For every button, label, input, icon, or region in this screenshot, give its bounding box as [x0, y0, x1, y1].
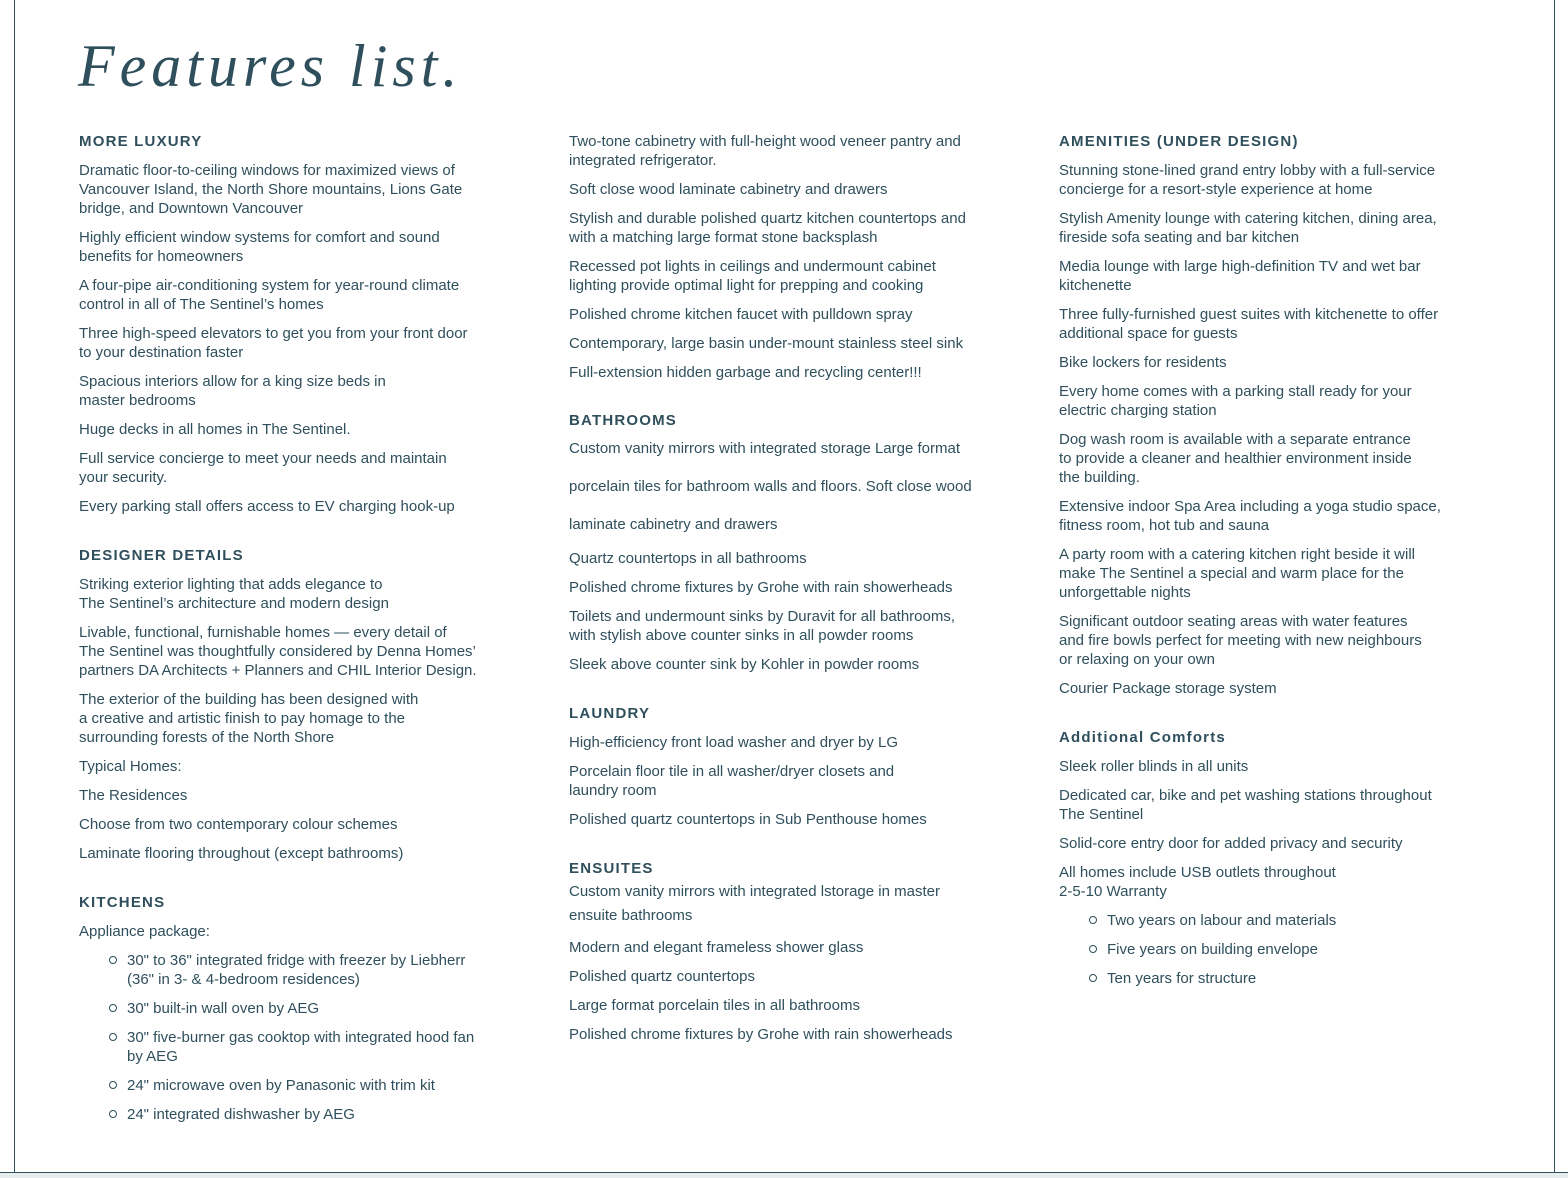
- section-additional-comforts: [1059, 728, 1489, 988]
- list-item: Three high-speed elevators to get you from your front door to your destination faster: [79, 325, 468, 361]
- page-border-bottom: [0, 1172, 1568, 1178]
- appliance-item: 30" to 36" integrated fridge with freezer by Liebherr (36" in 3- & 4-bedroom residences): [109, 951, 519, 989]
- page-border-left: [14, 0, 15, 1173]
- section-more-luxury: [79, 132, 519, 516]
- list-item: Large format porcelain tiles in all bathrooms: [569, 997, 860, 1014]
- warranty-item: Two years on labour and materials: [1089, 911, 1489, 930]
- kitchens-continued-list: [569, 132, 1019, 382]
- list-item: laminate cabinetry and drawers: [569, 516, 778, 533]
- circle-bullet-icon: [1089, 945, 1097, 953]
- bathrooms-list-loose: [569, 435, 1019, 539]
- list-item: The Residences: [79, 787, 188, 804]
- section-heading-ensuites: ENSUITES: [569, 860, 654, 877]
- list-item: Polished chrome fixtures by Grohe with rain showerheads: [569, 579, 953, 596]
- ensuites-list: [569, 880, 1019, 1044]
- section-bathrooms: [569, 411, 1019, 674]
- list-item: Full service concierge to meet your needs and maintain your security.: [79, 450, 447, 486]
- list-item: Media lounge with large high-definition TV and wet bar kitchenette: [1059, 258, 1421, 294]
- section-kitchens: [79, 893, 519, 1124]
- appliance-item: 30" five-burner gas cooktop with integrated hood fan by AEG: [109, 1028, 519, 1066]
- amenities-list: [1059, 161, 1489, 698]
- list-item: Extensive indoor Spa Area including a yoga studio space, fitness room, hot tub and sauna: [1059, 498, 1441, 534]
- list-item: Solid-core entry door for added privacy and security: [1059, 835, 1403, 852]
- section-designer-details: [79, 546, 519, 863]
- list-item: A party room with a catering kitchen right beside it will make The Sentinel a special and warm place for the unforgettable nights: [1059, 546, 1415, 601]
- list-item: Striking exterior lighting that adds elegance to The Sentinel’s architecture and modern design: [79, 576, 389, 612]
- section-heading-more-luxury: MORE LUXURY: [79, 133, 203, 150]
- section-heading-amenities: AMENITIES (UNDER DESIGN): [1059, 133, 1299, 150]
- list-item: Recessed pot lights in ceilings and undermount cabinet lighting provide optimal light for prepping and cooking: [569, 258, 936, 294]
- list-item: Sleek above counter sink by Kohler in powder rooms: [569, 656, 920, 673]
- list-item: All homes include USB outlets throughout 2-5-10 Warranty: [1059, 864, 1336, 900]
- appliance-list: [79, 951, 519, 1124]
- list-item: Quartz countertops in all bathrooms: [569, 550, 807, 567]
- circle-bullet-icon: [109, 1081, 117, 1089]
- list-item: Stylish and durable polished quartz kitchen countertops and with a matching large format stone backsplash: [569, 210, 966, 246]
- list-item: Soft close wood laminate cabinetry and drawers: [569, 181, 888, 198]
- list-item: Courier Package storage system: [1059, 680, 1277, 697]
- list-item: Every parking stall offers access to EV charging hook-up: [79, 498, 455, 515]
- section-heading-additional-comforts: Additional Comforts: [1059, 729, 1226, 746]
- list-item: Polished quartz countertops: [569, 968, 755, 985]
- section-heading-kitchens: KITCHENS: [79, 894, 166, 911]
- list-item: Huge decks in all homes in The Sentinel.: [79, 421, 351, 438]
- circle-bullet-icon: [109, 956, 117, 964]
- additional-comforts-list: [1059, 757, 1489, 901]
- list-item: porcelain tiles for bathroom walls and floors. Soft close wood: [569, 478, 972, 495]
- list-item: Bike lockers for residents: [1059, 354, 1227, 371]
- list-item: Significant outdoor seating areas with water features and fire bowls perfect for meeting with new neighbours or relaxing on your own: [1059, 613, 1422, 668]
- list-item: Contemporary, large basin under-mount stainless steel sink: [569, 335, 964, 352]
- kitchens-list: [79, 922, 519, 941]
- section-laundry: [569, 704, 1019, 829]
- appliance-item: 30" built-in wall oven by AEG: [109, 999, 519, 1018]
- list-item: Dedicated car, bike and pet washing stations throughout The Sentinel: [1059, 787, 1432, 823]
- list-item: Polished quartz countertops in Sub Penthouse homes: [569, 811, 927, 828]
- list-item: Dramatic floor-to-ceiling windows for maximized views of Vancouver Island, the North Shore mountains, Lions Gate bridge, and Downtown Vancouver: [79, 162, 463, 217]
- more-luxury-list: [79, 161, 519, 516]
- list-item: Typical Homes:: [79, 758, 182, 775]
- appliance-item: 24" integrated dishwasher by AEG: [109, 1105, 519, 1124]
- circle-bullet-icon: [1089, 974, 1097, 982]
- column-right: [1059, 132, 1489, 1018]
- list-item: Full-extension hidden garbage and recycling center!!!: [569, 364, 922, 381]
- list-item: Polished chrome fixtures by Grohe with rain showerheads: [569, 1026, 953, 1043]
- list-item: A four-pipe air-conditioning system for year-round climate control in all of The Sentinel’s homes: [79, 277, 460, 313]
- section-heading-designer-details: DESIGNER DETAILS: [79, 547, 244, 564]
- column-middle: [569, 132, 1019, 1074]
- bathrooms-list: [569, 549, 1019, 674]
- section-amenities: [1059, 132, 1489, 698]
- list-item: The exterior of the building has been designed with a creative and artistic finish to pay homage to the surrounding forests of the North Shore: [79, 691, 419, 746]
- list-item: Stunning stone-lined grand entry lobby with a full-service concierge for a resort-style experience at home: [1059, 162, 1436, 198]
- list-item: Laminate flooring throughout (except bathrooms): [79, 845, 404, 862]
- column-left: [79, 132, 519, 1154]
- list-item: Spacious interiors allow for a king size beds in master bedrooms: [79, 373, 386, 409]
- section-heading-bathrooms: BATHROOMS: [569, 412, 678, 429]
- page-title: Features list.: [78, 33, 463, 99]
- list-item: Custom vanity mirrors with integrated storage Large format: [569, 440, 960, 457]
- section-heading-laundry: LAUNDRY: [569, 705, 651, 722]
- list-item: Choose from two contemporary colour schemes: [79, 816, 398, 833]
- circle-bullet-icon: [109, 1110, 117, 1118]
- circle-bullet-icon: [1089, 916, 1097, 924]
- list-item: Dog wash room is available with a separate entrance to provide a cleaner and healthier environment inside the building.: [1059, 431, 1412, 486]
- list-item: Sleek roller blinds in all units: [1059, 758, 1249, 775]
- warranty-item: Ten years for structure: [1089, 969, 1489, 988]
- circle-bullet-icon: [109, 1033, 117, 1041]
- list-item: Three fully-furnished guest suites with kitchenette to offer additional space for guests: [1059, 306, 1439, 342]
- section-kitchens-continued: [569, 132, 1019, 382]
- list-item: Highly efficient window systems for comfort and sound benefits for homeowners: [79, 229, 440, 265]
- list-item: Every home comes with a parking stall ready for your electric charging station: [1059, 383, 1412, 419]
- circle-bullet-icon: [109, 1004, 117, 1012]
- list-item: Two-tone cabinetry with full-height wood veneer pantry and integrated refrigerator.: [569, 133, 961, 169]
- list-item: Livable, functional, furnishable homes — every detail of The Sentinel was thoughtfully considered by Denna Homes’ partners DA Architects + Planners and CHIL Interior Design.: [79, 624, 477, 679]
- list-item: High-efficiency front load washer and dryer by LG: [569, 734, 899, 751]
- list-item: Modern and elegant frameless shower glass: [569, 939, 864, 956]
- warranty-list: [1059, 911, 1489, 988]
- list-item: Toilets and undermount sinks by Duravit for all bathrooms, with stylish above counter sinks in all powder rooms: [569, 608, 956, 644]
- appliance-item: 24" microwave oven by Panasonic with trim kit: [109, 1076, 519, 1095]
- page-border-right: [1554, 0, 1555, 1173]
- designer-details-list: [79, 575, 519, 863]
- list-item: Appliance package:: [79, 923, 210, 940]
- laundry-list: [569, 733, 1019, 829]
- section-ensuites: [569, 859, 1019, 1044]
- list-item: Porcelain floor tile in all washer/dryer closets and laundry room: [569, 763, 895, 799]
- warranty-item: Five years on building envelope: [1089, 940, 1489, 959]
- list-item: Custom vanity mirrors with integrated lstorage in master ensuite bathrooms: [569, 883, 940, 924]
- list-item: Polished chrome kitchen faucet with pulldown spray: [569, 306, 913, 323]
- list-item: Stylish Amenity lounge with catering kitchen, dining area, fireside sofa seating and bar kitchen: [1059, 210, 1437, 246]
